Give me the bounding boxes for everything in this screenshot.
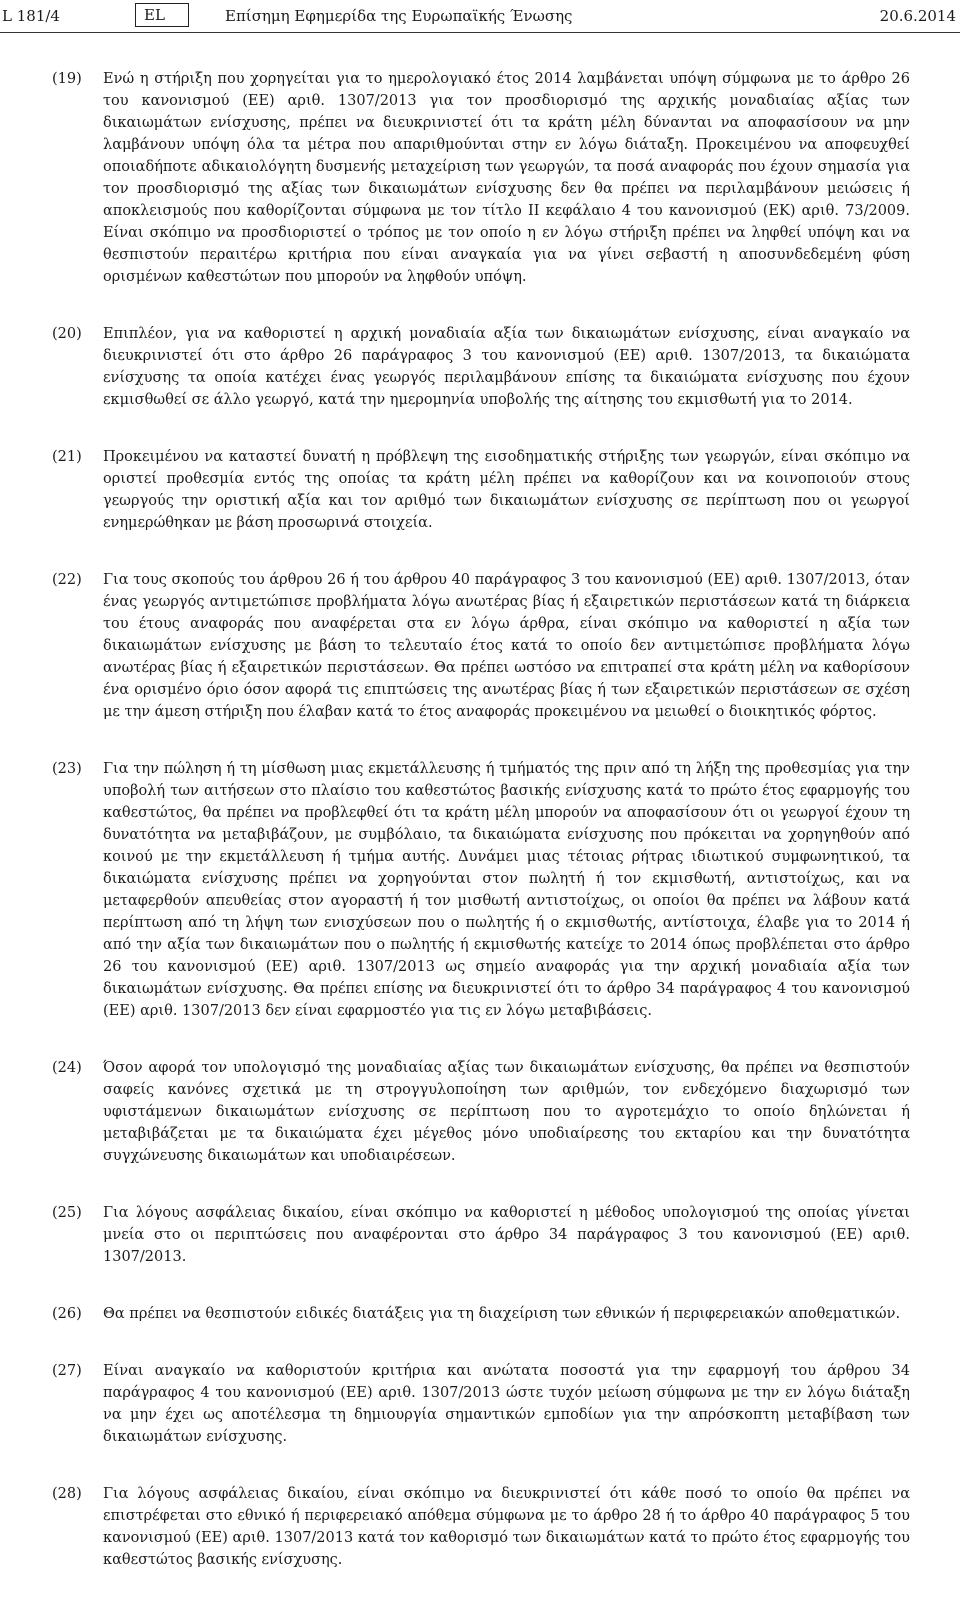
recital-text: Για λόγους ασφάλειας δικαίου, είναι σκόπιμο να καθοριστεί η μέθοδος υπολογισμού της οποίας γίνεται μνεία στο οι περιπτώσεις που αναφέρονται στο άρθρο 34 παράγραφος 3 του κανονισμού (ΕΕ) αριθ. 1307/2013. [103, 1205, 910, 1265]
recital-text: Προκειμένου να καταστεί δυνατή η πρόβλεψη της εισοδηματικής στήριξης των γεωργών, είναι σκόπιμο να οριστεί προθεσμία εντός της οποίας τα κράτη μέλη πρέπει να καθορίζουν και να κοινοποιούν στους γεωργούς την οριστική αξία και τον αριθμό των δικαιωμάτων ενίσχυσης σε περίπτωση που οι γεωργοί ενημερώθηκαν με βάση προσωρινά στοιχεία. [103, 449, 910, 531]
page-number: L 181/4 [2, 7, 60, 25]
recitals-list [0, 68, 960, 1606]
recital-text: Για τους σκοπούς του άρθρου 26 ή του άρθρου 40 παράγραφος 3 του κανονισμού (ΕΕ) αριθ. 1307/2013, όταν ένας γεωργός αντιμετώπισε προβλήματα λόγω ανωτέρας βίας ή εξαιρετικών περιστάσεων κατά τη διάρκεια του έτους αναφοράς που αναφέρεται στα εν λόγω άρθρα, είναι σκόπιμο να καθοριστεί η αξία των δικαιωμάτων ενίσχυσης με βάση το τελευταίο έτος κατά το οποίο δεν αντιμετώπισε προβλήματα λόγω ανωτέρας βίας ή εξαιρετικών περιστάσεων. Θα πρέπει ωστόσο να επιτραπεί στα κράτη μέλη να καθορίσουν ένα ορισμένο όριο όσον αφορά τις επιπτώσεις της ανωτέρας βίας ή των εξαιρετικών περιστάσεων σε σχέση με την άμεση στήριξη που έλαβαν κατά το έτος αναφοράς προκειμένου να μειωθεί ο διοικητικός φόρτος. [103, 572, 910, 720]
recital-text: Θα πρέπει να θεσπιστούν ειδικές διατάξεις για τη διαχείριση των εθνικών ή περιφερειακών αποθεματικών. [103, 1306, 901, 1322]
page-header [0, 0, 960, 34]
recital-24 [0, 1057, 960, 1167]
recital-text: Ενώ η στήριξη που χορηγείται για το ημερολογιακό έτος 2014 λαμβάνεται υπόψη σύμφωνα με το άρθρο 26 του κανονισμού (ΕΕ) αριθ. 1307/2013 για τον προσδιορισμό της αρχικής μοναδιαίας αξίας των δικαιωμάτων ενίσχυσης, πρέπει να διευκρινιστεί ότι τα κράτη μέλη δύνανται να αποφασίσουν να μην λαμβάνουν υπόψη όλα τα μέτρα που απαριθμούνται στην εν λόγω διάταξη. Προκειμένου να αποφευχθεί οποιαδήποτε αδικαιολόγητη δυσμενής μεταχείριση των γεωργών, τα ποσά αναφοράς που έχουν σημασία για τον προσδιορισμό της αξίας των δικαιωμάτων ενίσχυσης δεν θα πρέπει να περιλαμβάνουν μειώσεις ή αποκλεισμούς που καθορίζονται σύμφωνα με τον τίτλο II κεφάλαιο 4 του κανονισμού (ΕΚ) αριθ. 73/2009. Είναι σκόπιμο να προσδιοριστεί ο τρόπος με τον οποίο η εν λόγω στήριξη πρέπει να ληφθεί υπόψη και να θεσπιστούν περαιτέρω κριτήρια που είναι αναγκαία για να γίνει σεβαστή η αποσυνδεδεμένη φύση ορισμένων καθεστώτων που μπορούν να ληφθούν υπόψη. [103, 71, 910, 285]
recital-19 [0, 68, 960, 288]
recital-text: Είναι αναγκαίο να καθοριστούν κριτήρια και ανώτατα ποσοστά για την εφαρμογή του άρθρου 34 παράγραφος 4 του κανονισμού (ΕΕ) αριθ. 1307/2013 ώστε τυχόν μείωση σύμφωνα με την εν λόγω διάταξη να μην έχει ως αποτέλεσμα τη δημιουργία σημαντικών εμποδίων για την απρόσκοπτη μεταβίβαση των δικαιωμάτων ενίσχυσης. [103, 1363, 910, 1445]
recital-text: Για λόγους ασφάλειας δικαίου, είναι σκόπιμο να διευκρινιστεί ότι κάθε ποσό το οποίο θα πρέπει να επιστρέφεται στο εθνικό ή περιφερειακό απόθεμα σύμφωνα με το άρθρο 28 ή το άρθρο 40 παράγραφος 5 του κανονισμού (ΕΕ) αριθ. 1307/2013 κατά τον καθορισμό των δικαιωμάτων κατά το πρώτο έτος εφαρμογής του καθεστώτος βασικής ενίσχυσης. [103, 1486, 910, 1568]
recital-number: (19) [52, 71, 82, 87]
recital-number: (21) [52, 449, 82, 465]
recital-text: Επιπλέον, για να καθοριστεί η αρχική μοναδιαία αξία των δικαιωμάτων ενίσχυσης, είναι αναγκαίο να διευκρινιστεί ότι στο άρθρο 26 παράγραφος 3 του κανονισμού (ΕΕ) αριθ. 1307/2013, τα δικαιώματα ενίσχυσης τα οποία κατέχει ένας γεωργός περιλαμβάνουν επίσης τα δικαιώματα ενίσχυσης που έχουν εκμισθωθεί σε άλλο γεωργό, κατά την ημερομηνία υποβολής της αίτησης του εκμισθωτή για το 2014. [103, 326, 910, 408]
recital-number: (27) [52, 1363, 82, 1379]
recital-text: Για την πώληση ή τη μίσθωση μιας εκμετάλλευσης ή τμήματός της πριν από τη λήξη της προθεσμίας για την υποβολή των αιτήσεων στο πλαίσιο του καθεστώτος βασικής ενίσχυσης κατά το πρώτο έτος εφαρμογής του καθεστώτος, θα πρέπει να προβλεφθεί ότι τα κράτη μέλη μπορούν να αποφασίσουν ότι οι γεωργοί έχουν τη δυνατότητα να μεταβιβάζουν, με συμβόλαιο, τα δικαιώματα ενίσχυσης που πρόκειται να χορηγηθούν από κοινού με την εκμετάλλευση ή τμήμα αυτής. Δυνάμει μιας τέτοιας ρήτρας ιδιωτικού συμφωνητικού, τα δικαιώματα ενίσχυσης πρέπει να χορηγούνται στον πωλητή ή τον εκμισθωτή, αντιστοίχως, και να μεταφερθούν απευθείας στον αγοραστή ή τον μισθωτή αντιστοίχως, οι οποίοι θα πρέπει να λάβουν κατά περίπτωση από τη λήψη των ενισχύσεων που ο πωλητής ή ο εκμισθωτής, αντίστοιχα, έλαβε για το 2014 ή από την αξία των δικαιωμάτων που ο πωλητής ή εκμισθωτής κατείχε το 2014 όπως προβλέπεται στο άρθρο 26 του κανονισμού (ΕΕ) αριθ. 1307/2013 ως σημείο αναφοράς για την αρχική μοναδιαία αξία των δικαιωμάτων ενίσχυσης. Θα πρέπει επίσης να διευκρινιστεί ότι το άρθρο 34 παράγραφος 4 του κανονισμού (ΕΕ) αριθ. 1307/2013 δεν είναι εφαρμοστέο για τις εν λόγω μεταβιβάσεις. [103, 761, 910, 1019]
publication-date: 20.6.2014 [879, 7, 956, 25]
recital-25 [0, 1202, 960, 1268]
recital-26 [0, 1303, 960, 1325]
recital-number: (22) [52, 572, 82, 588]
recital-number: (28) [52, 1486, 82, 1502]
recital-number: (20) [52, 326, 82, 342]
recital-text: Όσον αφορά τον υπολογισμό της μοναδιαίας αξίας των δικαιωμάτων ενίσχυσης, θα πρέπει να θεσπιστούν σαφείς κανόνες σχετικά με τη στρογγυλοποίηση των αριθμών, τον ενδεχόμενο διαχωρισμό των υφιστάμενων δικαιωμάτων ενίσχυσης σε περίπτωση που το αγροτεμάχιο το οποίο δηλώνεται ή μεταβιβάζεται με τα δικαιώματα έχει μέγεθος μόνο υποδιαίρεσης του εκταρίου και την δυνατότητα συγχώνευσης δικαιωμάτων και υποδιαιρέσεων. [103, 1060, 910, 1164]
recital-23 [0, 758, 960, 1022]
recital-20 [0, 323, 960, 411]
recital-number: (24) [52, 1060, 82, 1076]
language-badge: EL [135, 3, 189, 27]
recital-21 [0, 446, 960, 534]
recital-28 [0, 1483, 960, 1571]
recital-22 [0, 569, 960, 723]
journal-title: Επίσημη Εφημερίδα της Ευρωπαϊκής Ένωσης [225, 7, 573, 25]
header-divider [0, 32, 960, 33]
recital-number: (23) [52, 761, 82, 777]
recital-number: (26) [52, 1306, 82, 1322]
recital-27 [0, 1360, 960, 1448]
recital-number: (25) [52, 1205, 82, 1221]
